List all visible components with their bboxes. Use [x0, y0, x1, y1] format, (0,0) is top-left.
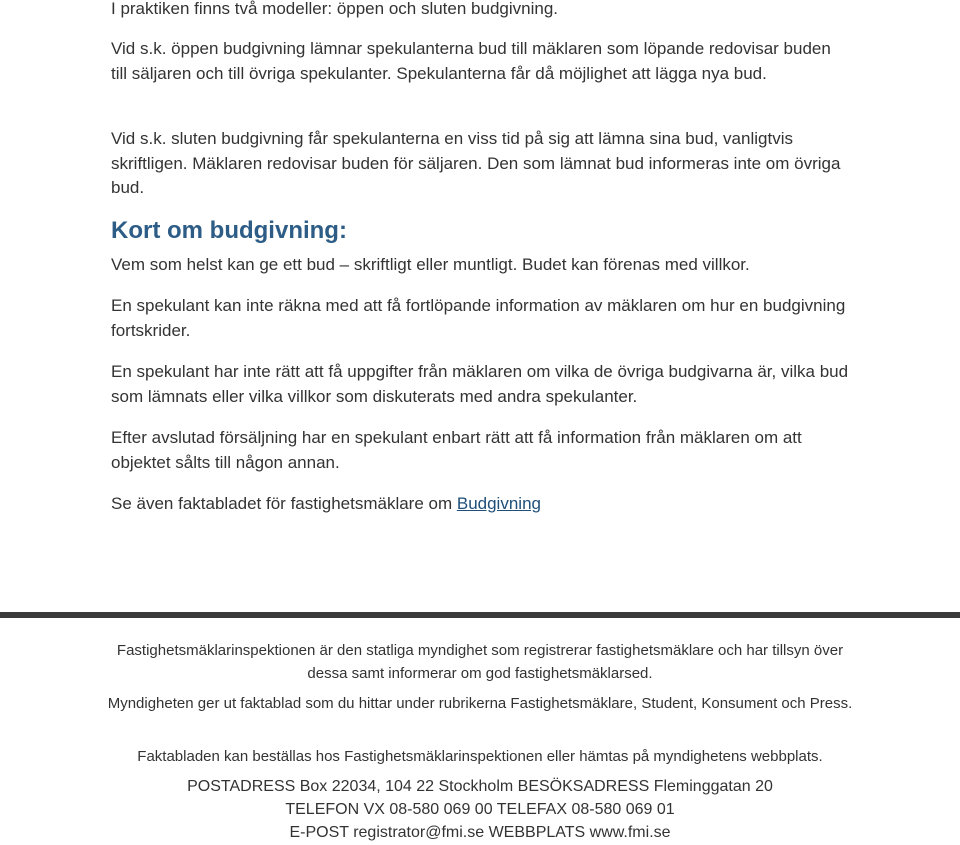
footer-about: Fastighetsmäklarinspektionen är den statliga myndighet som registrerar fastighetsmäklare och har tillsyn över dessa samt informerar om god fastighetsmäklarsed.: [116, 642, 844, 682]
footer-factsheets: Myndigheten ger ut faktablad som du hittar under rubrikerna Fastighetsmäklare, Student, Konsument och Press.: [107, 695, 853, 712]
footer-address: POSTADRESS Box 22034, 104 22 Stockholm BESÖKSADRESS Fleminggatan 20: [187, 778, 773, 795]
section-heading: Kort om budgivning:: [111, 217, 347, 244]
intro-paragraph: I praktiken finns två modeller: öppen och sluten budgivning.: [111, 0, 558, 18]
point-paragraph: En spekulant kan inte räkna med att få fortlöpande information av mäklaren om hur en budgivning fortskrider.: [111, 296, 846, 340]
point-paragraph: Efter avslutad försäljning har en spekulant enbart rätt att få information från mäklaren om att objektet sålts till någon annan.: [111, 428, 802, 472]
see-also-text: Se även faktabladet för fastighetsmäklare om: [111, 494, 457, 513]
footer-email-web: E-POST registrator@fmi.se WEBBPLATS www.fmi.se: [289, 824, 671, 841]
footer-phone: TELEFON VX 08-580 069 00 TELEFAX 08-580 069 01: [285, 801, 675, 818]
see-also-paragraph: [111, 492, 851, 517]
point-paragraph: Vem som helst kan ge ett bud – skriftligt eller muntligt. Budet kan förenas med villkor.: [111, 255, 750, 274]
closed-bidding-paragraph: Vid s.k. sluten budgivning får spekulanterna en viss tid på sig att lämna sina bud, vanligtvis skriftligen. Mäklaren redovisar buden för säljaren. Den som lämnat bud informeras inte om övriga bud.: [111, 129, 841, 197]
footer-divider: [0, 612, 960, 618]
point-paragraph: En spekulant har inte rätt att få uppgifter från mäklaren om vilka de övriga budgivarna är, vilka bud som lämnats eller vilka villkor som diskuterats med andra spekulanter.: [111, 362, 849, 406]
footer-order: Faktabladen kan beställas hos Fastighetsmäklarinspektionen eller hämtas på myndighetens webbplats.: [137, 748, 823, 765]
budgivning-link[interactable]: Budgivning: [456, 494, 541, 513]
open-bidding-paragraph: Vid s.k. öppen budgivning lämnar spekulanterna bud till mäklaren som löpande redovisar buden till säljaren och till övriga spekulanter. Spekulanterna får då möjlighet att lägga nya bud.: [111, 39, 831, 83]
